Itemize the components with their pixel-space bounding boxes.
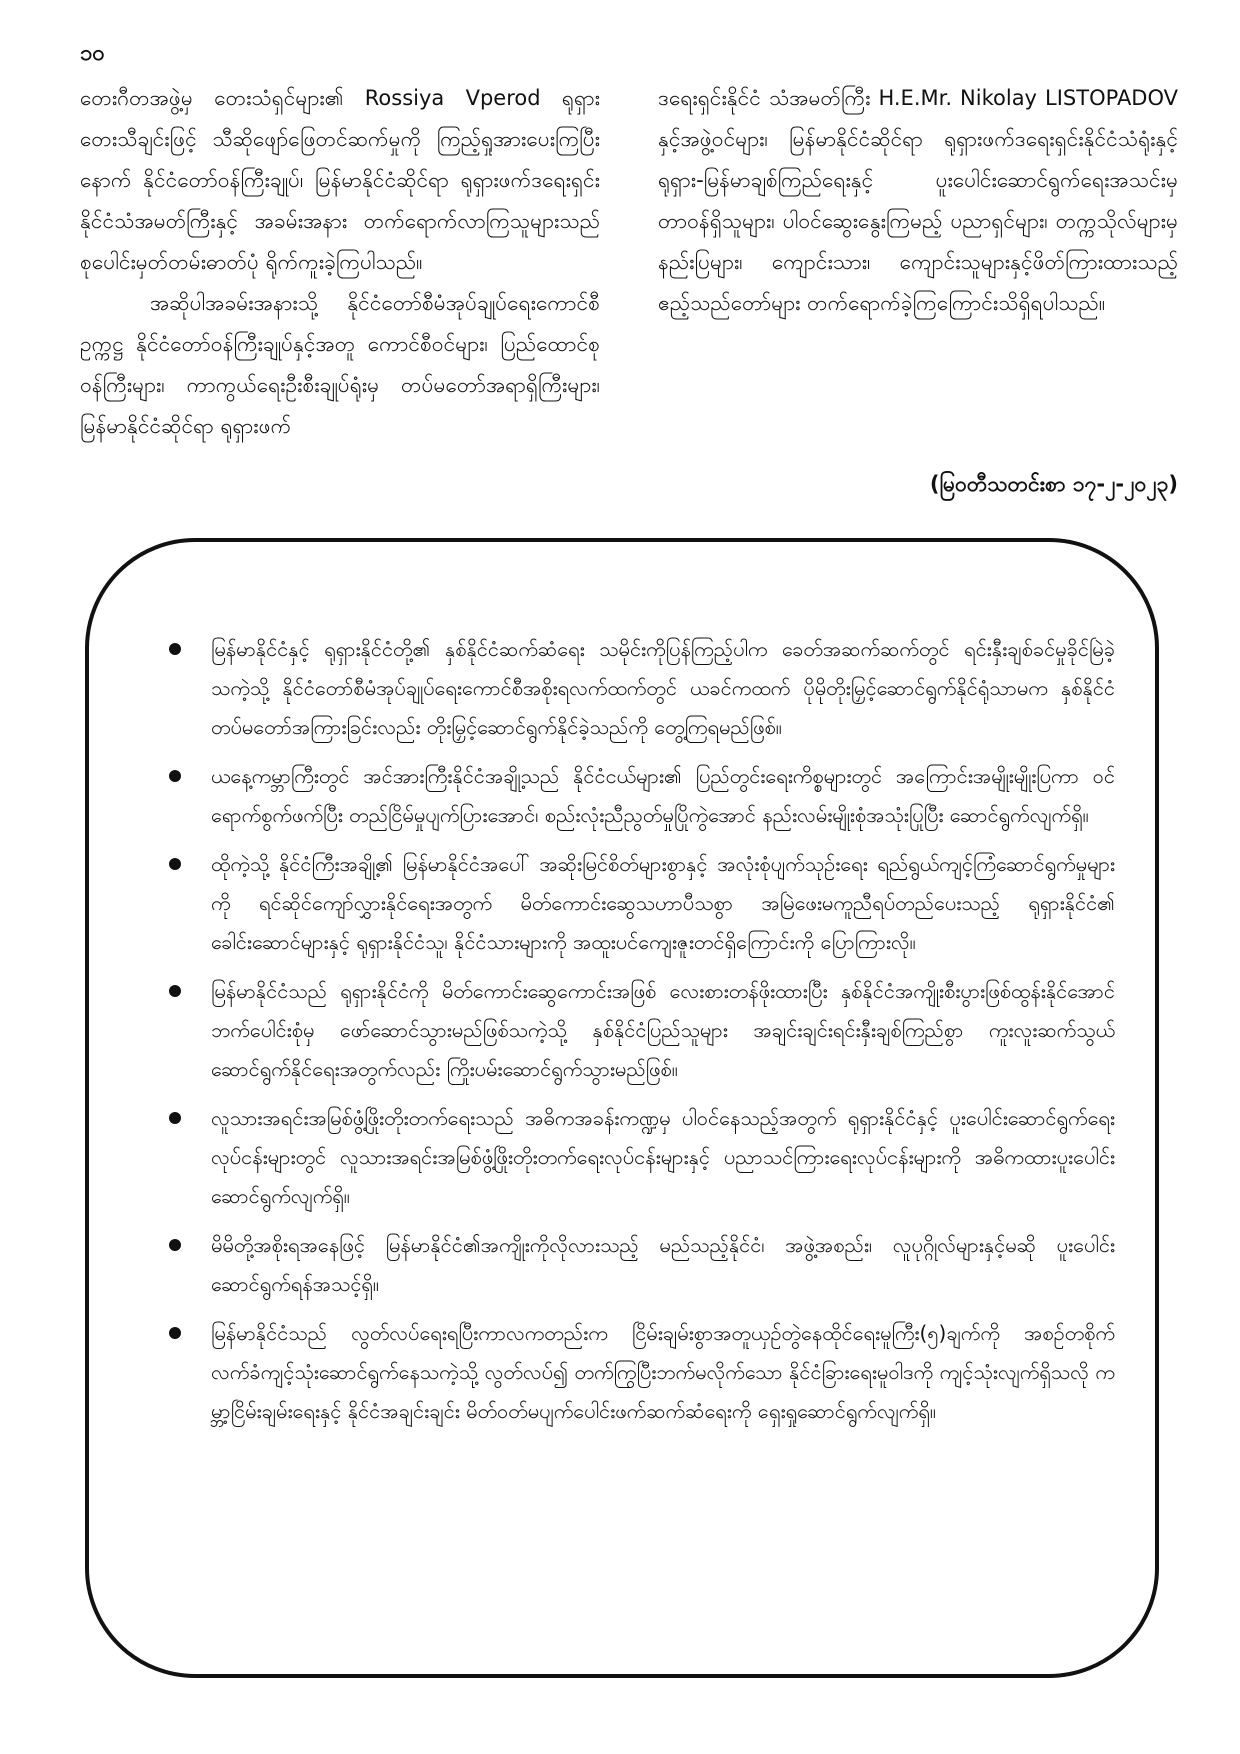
right-paragraph-1: ဒရေးရှင်းနိုင်ငံ သံအမတ်ကြီး H.E.Mr. Nikolay LISTOPADOV နှင့်အဖွဲ့ဝင်များ၊ မြန်မာနိုင်ငံဆိုင်ရာ ရုရှားဖက်ဒရေးရှင်းနိုင်ငံသံရုံးနှင့် ရုရှား-မြန်မာချစ်ကြည်ရေးနှင့် ပူးပေါင်းဆောင်ရွက်ရေးအသင်းမှ တာဝန်ရှိသူများ၊ ပါဝင်ဆွေးနွေးကြမည့် ပညာရှင်များ၊ တက္ကသိုလ်များမှ နည်းပြများ၊ ကျောင်းသား၊ ကျောင်းသူများနှင့်ဖိတ်ကြားထားသည့် ဧည့်သည်တော်များ တက်ရောက်ခဲ့ကြကြောင်းသိရှိရပါသည်။ xyxy=(658,86,1178,315)
bullet-icon xyxy=(169,1327,181,1339)
left-paragraph-1: တေးဂီတအဖွဲ့မှ တေးသံရှင်များ၏ Rossiya Vperod ရုရှားတေးသီချင်းဖြင့် သီဆိုဖျော်ဖြေတင်ဆက်မှုကို ကြည့်ရှုအားပေးကြပြီးနောက် နိုင်ငံတော်ဝန်ကြီးချုပ်၊ မြန်မာနိုင်ငံဆိုင်ရာ ရုရှားဖက်ဒရေးရှင်းနိုင်ငံသံအမတ်ကြီးနှင့် အခမ်းအနား တက်ရောက်လာကြသူများသည် စုပေါင်းမှတ်တမ်းဓာတ်ပုံ ရိုက်ကူးခဲ့ကြပါသည်။ xyxy=(80,86,600,274)
key-point-text: ထိုကဲ့သို့ နိုင်ငံကြီးအချို့၏ မြန်မာနိုင်ငံအပေါ် အဆိုးမြင်စိတ်များစွာနှင့် အလုံးစုံပျက်သုဉ်းရေး ရည်ရွယ်ကျင့်ကြံဆောင်ရွက်မှုများကို ရင်ဆိုင်ကျော်လွှားနိုင်ရေးအတွက် မိတ်ကောင်းဆွေသဟာပီသစွာ အမြဲဖေးမကူညီရပ်တည်ပေးသည့် ရုရှားနိုင်ငံ၏ ခေါင်းဆောင်များနှင့် ရုရှားနိုင်ငံသူ၊ နိုင်ငံသားများကို အထူးပင်ကျေးဇူးတင်ရှိကြောင်းကို ပြောကြားလို။ xyxy=(211,852,1115,954)
key-point-text: မြန်မာနိုင်ငံနှင့် ရုရှားနိုင်ငံတို့၏ နှစ်နိုင်ငံဆက်ဆံရေး သမိုင်းကိုပြန်ကြည့်ပါက ခေတ်အဆက်ဆက်တွင် ရင်းနှီးချစ်ခင်မှုခိုင်မြဲခဲ့သကဲ့သို့ နိုင်ငံတော်စီမံအုပ်ချုပ်ရေးကောင်စီအစိုးရလက်ထက်တွင် ယခင်ကထက် ပိုမိုတိုးမြှင့်ဆောင်ရွက်နိုင်ရုံသာမက နှစ်နိုင်ငံတပ်မတော်အကြားခြင်းလည်း တိုးမြှင့်ဆောင်ရွက်နိုင်ခဲ့သည်ကို တွေ့ကြရမည်ဖြစ်။ xyxy=(211,637,1115,739)
key-point-item xyxy=(169,845,1115,962)
page-number: ၁၀ xyxy=(80,41,105,66)
bullet-icon xyxy=(169,858,181,870)
key-point-text: မြန်မာနိုင်ငံသည် ရုရှားနိုင်ငံကို မိတ်ကောင်းဆွေကောင်းအဖြစ် လေးစားတန်ဖိုးထားပြီး နှစ်နိုင်ငံအကျိုးစီးပွားဖြစ်ထွန်းနိုင်အောင် ဘက်ပေါင်းစုံမှ ဖော်ဆောင်သွားမည်ဖြစ်သကဲ့သို့ နှစ်နိုင်ငံပြည်သူများ အချင်းချင်းရင်းနှီးချစ်ကြည်စွာ ကူးလူးဆက်သွယ်ဆောင်ရွက်နိုင်ရေးအတွက်လည်း ကြိုးပမ်းဆောင်ရွက်သွားမည်ဖြစ်။ xyxy=(211,979,1115,1081)
key-point-item xyxy=(169,1099,1115,1216)
key-points-list xyxy=(169,630,1115,1441)
key-point-item xyxy=(169,972,1115,1089)
bullet-icon xyxy=(169,985,181,997)
key-point-text: မိမိတို့အစိုးရအနေဖြင့် မြန်မာနိုင်ငံ၏အကျိုးကိုလိုလားသည့် မည်သည့်နိုင်ငံ၊ အဖွဲ့အစည်း၊ လူပုဂ္ဂိုလ်များနှင့်မဆို ပူးပေါင်းဆောင်ရွက်ရန်အသင့်ရှိ။ xyxy=(211,1233,1115,1296)
left-paragraph-2: အဆိုပါအခမ်းအနားသို့ နိုင်ငံတော်စီမံအုပ်ချုပ်ရေးကောင်စီဥက္ကဋ္ဌ နိုင်ငံတော်ဝန်ကြီးချုပ်နှင့်အတူ ကောင်စီဝင်များ၊ ပြည်ထောင်စုဝန်ကြီးများ၊ ကာကွယ်ရေးဦးစီးချုပ်ရုံးမှ တပ်မတော်အရာရှိကြီးများ၊ မြန်မာနိုင်ငံဆိုင်ရာ ရုရှားဖက် xyxy=(80,291,600,438)
bullet-icon xyxy=(169,643,181,655)
left-column xyxy=(80,78,600,447)
key-point-text: မြန်မာနိုင်ငံသည် လွတ်လပ်ရေးရပြီးကာလကတည်းက ငြိမ်းချမ်းစွာအတူယှဉ်တွဲနေထိုင်ရေးမူကြီး(၅)ချက်ကို အစဉ်တစိုက် လက်ခံကျင့်သုံးဆောင်ရွက်နေသကဲ့သို့ လွတ်လပ်၍ တက်ကြွပြီးဘက်မလိုက်သော နိုင်ငံခြားရေးမူဝါဒကို ကျင့်သုံးလျက်ရှိသလို ကမ္ဘာ့ငြိမ်းချမ်းရေးနှင့် နိုင်ငံအချင်းချင်း မိတ်ဝတ်မပျက်ပေါင်းဖက်ဆက်ဆံရေးကို ရှေးရှုဆောင်ရွက်လျက်ရှိ။ xyxy=(211,1321,1115,1423)
right-column xyxy=(658,78,1178,496)
key-point-item xyxy=(169,630,1115,747)
key-point-text: ယနေ့ကမ္ဘာကြီးတွင် အင်အားကြီးနိုင်ငံအချို့သည် နိုင်ငံငယ်များ၏ ပြည်တွင်းရေးကိစ္စများတွင် အကြောင်းအမျိုးမျိုးပြကာ ဝင်ရောက်စွက်ဖက်ပြီး တည်ငြိမ်မှုပျက်ပြားအောင်၊ စည်းလုံးညီညွတ်မှုပြိုကွဲအောင် နည်းလမ်းမျိုးစုံအသုံးပြုပြီး ဆောင်ရွက်လျက်ရှိ။ xyxy=(211,764,1115,827)
article-body xyxy=(80,78,1178,508)
bullet-icon xyxy=(169,1239,181,1251)
bullet-icon xyxy=(169,770,181,782)
key-point-item xyxy=(169,1314,1115,1431)
bullet-icon xyxy=(169,1112,181,1124)
key-point-text: လူသားအရင်းအမြစ်ဖွံ့ဖြိုးတိုးတက်ရေးသည် အဓိကအခန်းကဏ္ဍမှ ပါဝင်နေသည့်အတွက် ရုရှားနိုင်ငံနှင့် ပူးပေါင်းဆောင်ရွက်ရေးလုပ်ငန်းများတွင် လူသားအရင်းအမြစ်ဖွံ့ဖြိုးတိုးတက်ရေးလုပ်ငန်းများနှင့် ပညာသင်ကြားရေးလုပ်ငန်းများကို အဓိကထားပူးပေါင်းဆောင်ရွက်လျက်ရှိ။ xyxy=(211,1106,1115,1208)
source-citation: (မြဝတီသတင်းစာ ၁၇-၂-၂၀၂၃) xyxy=(929,472,1178,496)
key-point-item xyxy=(169,1226,1115,1304)
key-points-box xyxy=(85,538,1159,1678)
key-point-item xyxy=(169,757,1115,835)
